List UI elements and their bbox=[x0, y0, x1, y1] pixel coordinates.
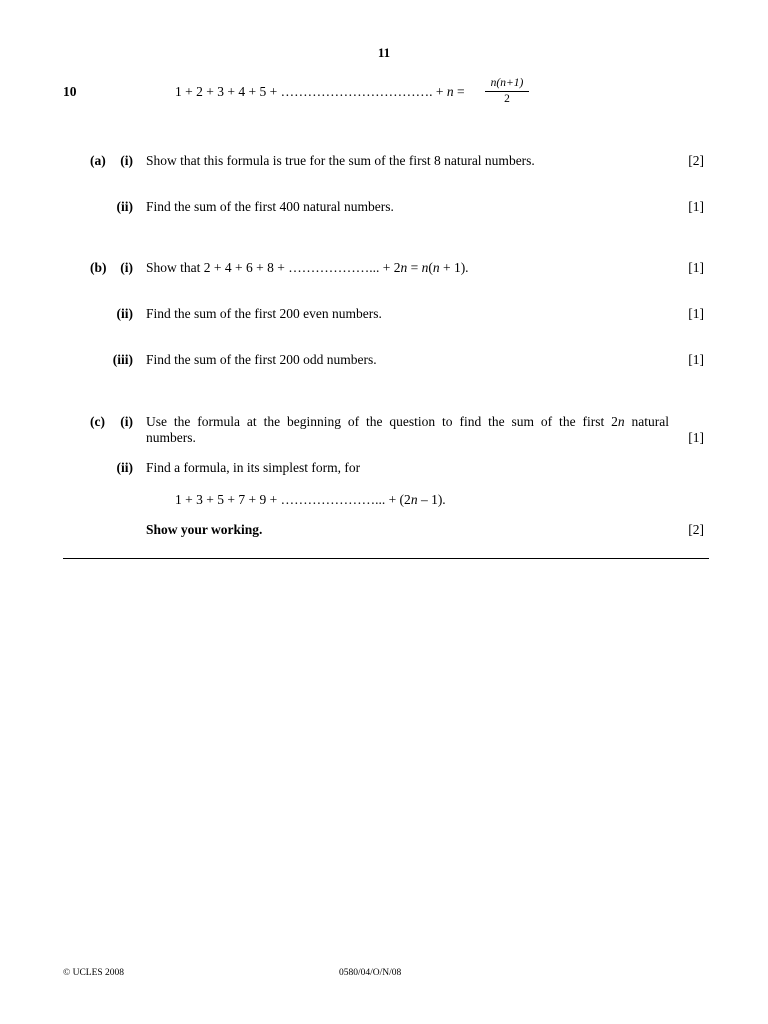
part-b-i-n1: n bbox=[400, 260, 408, 275]
part-c-label: (c) bbox=[90, 414, 105, 429]
end-of-question-rule bbox=[63, 558, 709, 559]
part-a-ii-text: Find the sum of the first 400 natural numbers. bbox=[146, 199, 394, 214]
odd-series-n: n bbox=[410, 492, 418, 507]
part-a-i-text: Show that this formula is true for the sum of the first 8 natural numbers. bbox=[146, 153, 535, 168]
odd-series-formula bbox=[175, 492, 446, 508]
part-b-ii-text: Find the sum of the first 200 even numbers. bbox=[146, 306, 382, 321]
formula-fraction bbox=[485, 77, 529, 106]
part-b-iii-text: Find the sum of the first 200 odd numbers. bbox=[146, 352, 377, 367]
formula-lhs: 1 + 2 + 3 + 4 + 5 + ……………………………. + bbox=[175, 84, 447, 99]
footer-paper-code: 0580/04/O/N/08 bbox=[339, 968, 402, 978]
part-c-i-line1-pre: Use the formula at the beginning of the question to find the sum of the first 2 bbox=[146, 414, 618, 429]
part-a-label: (a) bbox=[90, 153, 106, 168]
part-c-i-label: (i) bbox=[120, 414, 133, 429]
formula-equals: = bbox=[453, 84, 465, 99]
part-b-iii-label: (iii) bbox=[112, 352, 133, 367]
part-b-i-text-pre: Show that 2 + 4 + 6 + 8 + ………………... + 2 bbox=[146, 260, 401, 275]
question-number: 10 bbox=[63, 84, 77, 99]
part-c-ii-mark: [2] bbox=[688, 522, 704, 537]
odd-series-post: – 1). bbox=[417, 492, 446, 507]
part-a-i-mark: [2] bbox=[688, 153, 704, 168]
part-a-ii-mark: [1] bbox=[688, 199, 704, 214]
page-number: 11 bbox=[377, 45, 391, 60]
fraction-numerator: n(n+1) bbox=[485, 77, 529, 92]
part-c-ii-text: Find a formula, in its simplest form, for bbox=[146, 460, 361, 475]
show-working-instruction: Show your working. bbox=[146, 522, 263, 537]
part-b-i-text-mid: = bbox=[407, 260, 422, 275]
part-b-i-n2: n bbox=[421, 260, 429, 275]
part-b-ii-mark: [1] bbox=[688, 306, 704, 321]
fraction-denominator: 2 bbox=[504, 93, 510, 105]
part-c-ii-label: (ii) bbox=[116, 460, 133, 475]
formula-n: n bbox=[446, 84, 454, 99]
part-a-ii-label: (ii) bbox=[116, 199, 133, 214]
part-c-i-line1-n: n bbox=[617, 414, 625, 429]
odd-series-pre: 1 + 3 + 5 + 7 + 9 + …………………... + (2 bbox=[175, 492, 411, 507]
part-c-i-line1 bbox=[146, 414, 669, 430]
part-b-i-mark: [1] bbox=[688, 260, 704, 275]
footer-copyright: © UCLES 2008 bbox=[63, 968, 125, 978]
part-c-i-mark: [1] bbox=[688, 430, 704, 445]
part-b-i-label: (i) bbox=[120, 260, 133, 275]
part-c-i-line2: numbers. bbox=[146, 430, 196, 445]
part-b-i-text-post: + 1). bbox=[439, 260, 469, 275]
part-b-i-n3: n bbox=[432, 260, 440, 275]
part-b-i-text bbox=[146, 260, 469, 276]
part-b-label: (b) bbox=[90, 260, 107, 275]
sum-formula bbox=[175, 84, 465, 100]
part-a-i-label: (i) bbox=[120, 153, 133, 168]
part-b-ii-label: (ii) bbox=[116, 306, 133, 321]
part-c-i-line1-post: natural bbox=[624, 414, 669, 429]
part-b-iii-mark: [1] bbox=[688, 352, 704, 367]
part-b-i-text-mid2: ( bbox=[428, 260, 433, 275]
